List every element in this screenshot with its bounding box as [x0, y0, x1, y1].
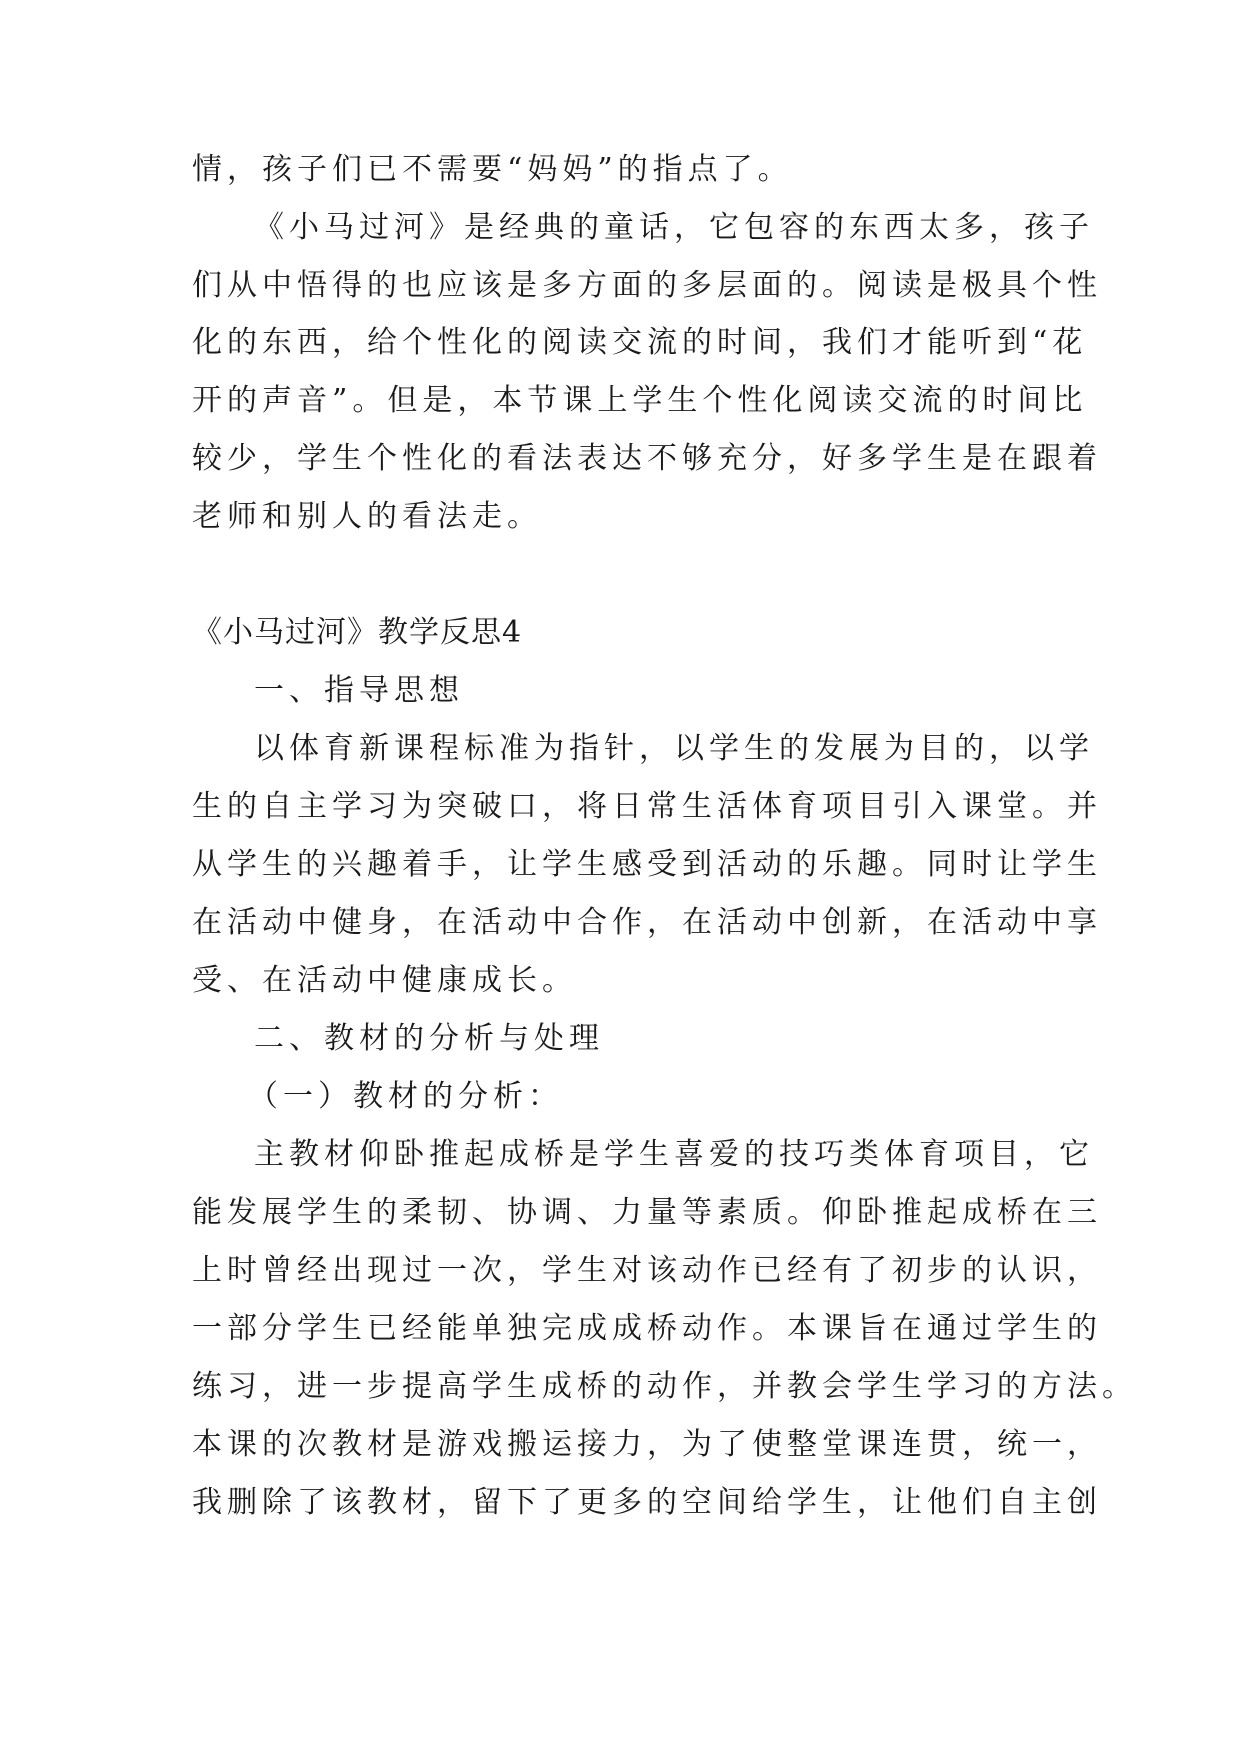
paragraph-line: 《小马过河》是经典的童话，它包容的东西太多，孩子	[254, 210, 1094, 245]
paragraph-line: 在活动中健身，在活动中合作，在活动中创新，在活动中享	[192, 905, 1102, 940]
paragraph-line: 生的自主学习为突破口，将日常生活体育项目引入课堂。并	[192, 789, 1102, 824]
paragraph-line: 以体育新课程标准为指针，以学生的发展为目的，以学	[254, 731, 1094, 766]
paragraph-line: 练习，进一步提高学生成桥的动作，并教会学生学习的方法。	[192, 1369, 1137, 1404]
paragraph-line: 主教材仰卧推起成桥是学生喜爱的技巧类体育项目，它	[254, 1137, 1094, 1172]
paragraph-line: 受、在活动中健康成长。	[192, 963, 577, 998]
paragraph-line: 们从中悟得的也应该是多方面的多层面的。阅读是极具个性	[192, 268, 1102, 303]
paragraph-line: 较少，学生个性化的看法表达不够充分，好多学生是在跟着	[192, 441, 1102, 476]
heading-guiding-ideology: 一、指导思想	[254, 673, 464, 708]
section-title: 《小马过河》教学反思4	[192, 615, 523, 650]
paragraph-line: 老师和别人的看法走。	[192, 499, 542, 534]
paragraph-line: 一部分学生已经能单独完成成桥动作。本课旨在通过学生的	[192, 1311, 1102, 1346]
paragraph-line: 我删除了该教材，留下了更多的空间给学生，让他们自主创	[192, 1485, 1102, 1520]
heading-materials-analysis: 二、教材的分析与处理	[254, 1021, 604, 1056]
paragraph-line: 从学生的兴趣着手，让学生感受到活动的乐趣。同时让学生	[192, 847, 1102, 882]
paragraph-line: 化的东西，给个性化的阅读交流的时间，我们才能听到“花	[192, 325, 1088, 360]
subheading-materials: （一）教材的分析：	[248, 1079, 563, 1114]
paragraph-line: 上时曾经出现过一次，学生对该动作已经有了初步的认识，	[192, 1253, 1102, 1288]
paragraph-line: 本课的次教材是游戏搬运接力，为了使整堂课连贯，统一，	[192, 1427, 1102, 1462]
paragraph-line: 情，孩子们已不需要“妈妈”的指点了。	[192, 152, 793, 187]
paragraph-line: 能发展学生的柔韧、协调、力量等素质。仰卧推起成桥在三	[192, 1195, 1102, 1230]
paragraph-line: 开的声音”。但是，本节课上学生个性化阅读交流的时间比	[192, 383, 1088, 418]
